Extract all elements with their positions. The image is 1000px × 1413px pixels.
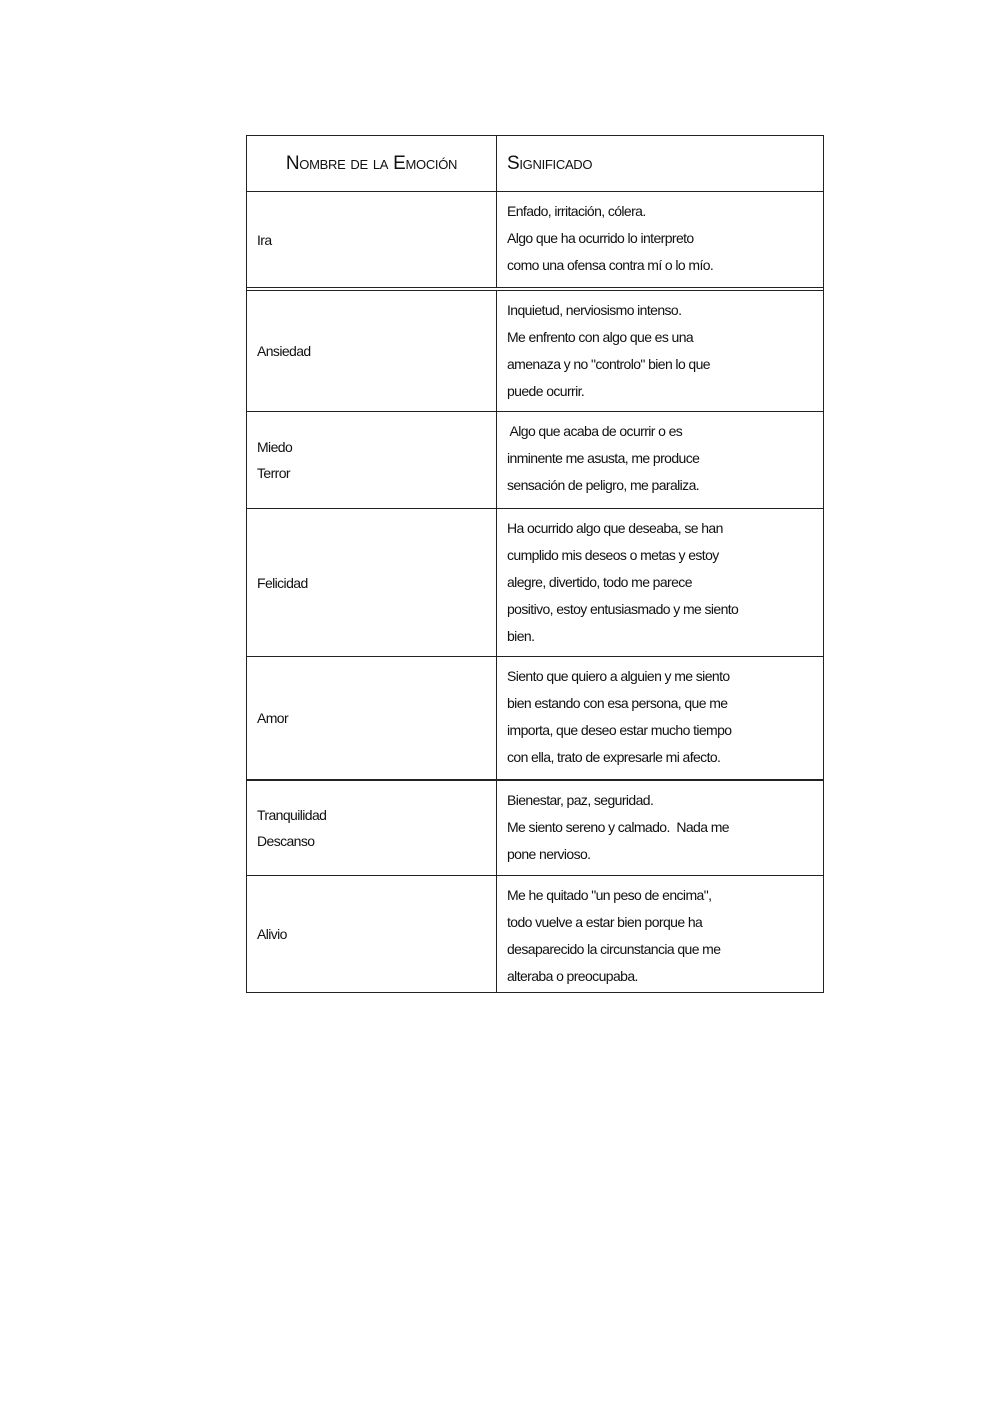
table-row-miedo <box>247 411 823 508</box>
meaning-line: Bienestar, paz, seguridad. <box>507 792 654 808</box>
emotion-meaning-cell <box>497 412 823 508</box>
meaning-line: alteraba o preocupaba. <box>507 968 638 984</box>
emotion-meaning-cell <box>497 509 823 656</box>
emotion-name: Amor <box>257 710 289 726</box>
meaning-line: cumplido mis deseos o metas y estoy <box>507 547 719 563</box>
header-meaning: Significado <box>507 153 593 174</box>
meaning-line: Algo que acaba de ocurrir o es <box>507 423 683 439</box>
meaning-line: alegre, divertido, todo me parece <box>507 574 692 590</box>
meaning-line: pone nervioso. <box>507 846 591 862</box>
emotion-name-cell <box>247 781 497 875</box>
table-row-ira <box>247 191 823 287</box>
emotion-name: Ansiedad <box>257 343 311 359</box>
table-row-ansiedad <box>247 287 823 411</box>
meaning-line: sensación de peligro, me paraliza. <box>507 477 700 493</box>
meaning-line: Me enfrento con algo que es una <box>507 329 694 345</box>
meaning-line: con ella, trato de expresarle mi afecto. <box>507 749 721 765</box>
meaning-line: Ha ocurrido algo que deseaba, se han <box>507 520 723 536</box>
emotion-name: Terror <box>257 465 290 481</box>
emotion-name-cell <box>247 876 497 992</box>
emotion-name: Miedo <box>257 439 293 455</box>
emotion-name-cell <box>247 291 497 411</box>
emotion-name: Felicidad <box>257 574 308 591</box>
table-row-amor <box>247 656 823 779</box>
table-header-row <box>247 136 823 191</box>
meaning-line: todo vuelve a estar bien porque ha <box>507 914 703 930</box>
meaning-line: inminente me asusta, me produce <box>507 450 700 466</box>
emotion-meaning-cell <box>497 291 823 411</box>
emotion-name: Alivio <box>257 926 287 942</box>
emotion-meaning-cell <box>497 781 823 875</box>
table-row-tranquilidad <box>247 779 823 875</box>
meaning-line: puede ocurrir. <box>507 383 585 399</box>
meaning-line: desaparecido la circunstancia que me <box>507 941 721 957</box>
meaning-line: Inquietud, nerviosismo intenso. <box>507 302 682 318</box>
meaning-line: bien. <box>507 628 535 644</box>
meaning-line: Enfado, irritación, cólera. <box>507 203 646 219</box>
emotion-meaning-cell <box>497 657 823 779</box>
meaning-line: amenaza y no "controlo" bien lo que <box>507 356 710 372</box>
meaning-line: Siento que quiero a alguien y me siento <box>507 668 730 684</box>
meaning-line: como una ofensa contra mí o lo mío. <box>507 257 714 273</box>
emotion-name-cell <box>247 509 497 656</box>
emotion-name-cell <box>247 657 497 779</box>
meaning-line: Me he quitado "un peso de encima", <box>507 887 712 903</box>
table-row-felicidad <box>247 508 823 656</box>
emotion-name-cell <box>247 412 497 508</box>
emotion-name: Descanso <box>257 833 315 849</box>
emotion-meaning-cell <box>497 876 823 992</box>
emotion-name-cell <box>247 192 497 287</box>
emotion-meaning-cell <box>497 192 823 287</box>
header-emotion-name: Nombre de la Emoción <box>247 136 497 191</box>
meaning-line: Me siento sereno y calmado. Nada me <box>507 819 729 835</box>
emotions-table <box>246 135 824 993</box>
emotion-name: Ira <box>257 231 272 248</box>
meaning-line: positivo, estoy entusiasmado y me siento <box>507 601 739 617</box>
table-row-alivio <box>247 875 823 992</box>
meaning-line: importa, que deseo estar mucho tiempo <box>507 722 732 738</box>
meaning-line: Algo que ha ocurrido lo interpreto <box>507 230 694 246</box>
emotion-name: Tranquilidad <box>257 807 327 823</box>
meaning-line: bien estando con esa persona, que me <box>507 695 728 711</box>
